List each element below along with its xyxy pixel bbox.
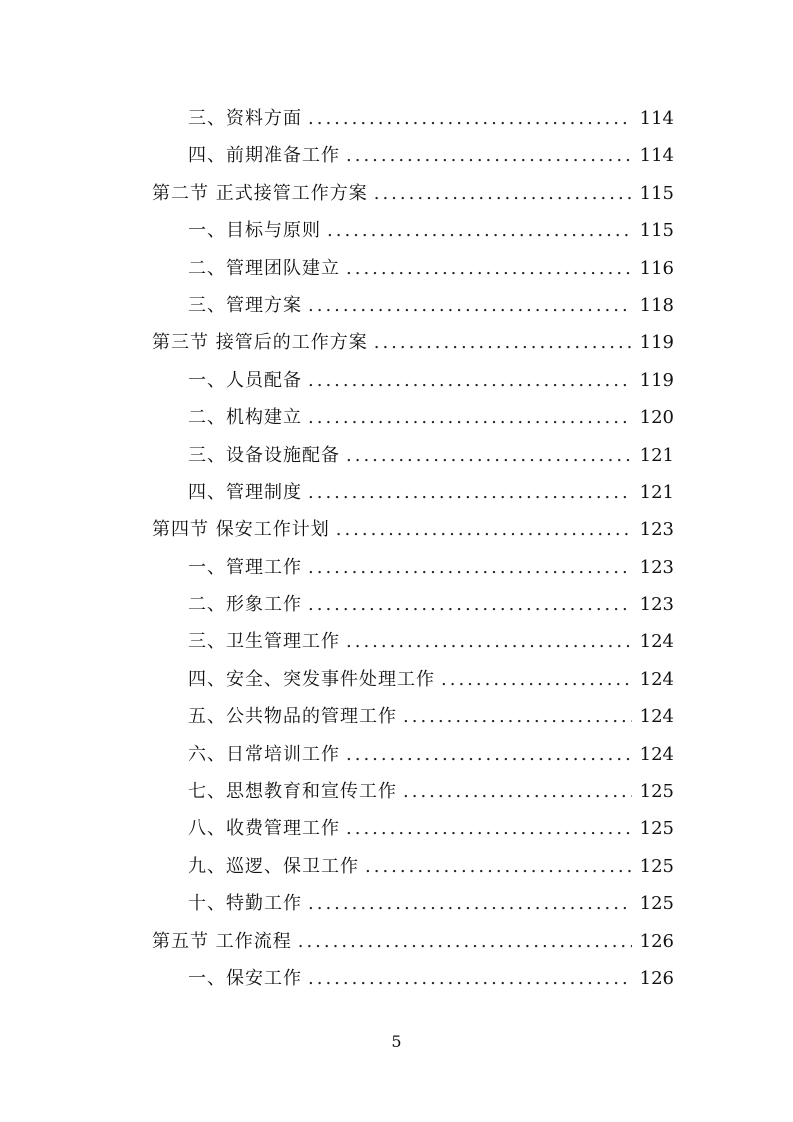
toc-entry-title: 三、设备设施配备 bbox=[188, 444, 340, 466]
toc-entry-title: 三、管理方案 bbox=[188, 294, 302, 316]
toc-entry-title: 第三节 接管后的工作方案 bbox=[152, 332, 368, 354]
toc-entry-title: 第四节 保安工作计划 bbox=[152, 519, 330, 541]
toc-dot-leader bbox=[346, 623, 632, 660]
toc-entry-page: 123 bbox=[639, 519, 674, 541]
toc-entry-page: 125 bbox=[639, 893, 674, 915]
toc-entry-title: 五、公共物品的管理工作 bbox=[188, 706, 397, 728]
toc-subsection-entry[interactable] bbox=[152, 437, 674, 474]
toc-entry-page: 123 bbox=[639, 556, 674, 578]
toc-dot-leader bbox=[308, 287, 632, 324]
toc-entry-title: 四、前期准备工作 bbox=[188, 145, 340, 167]
toc-subsection-entry[interactable] bbox=[152, 287, 674, 324]
toc-subsection-entry[interactable] bbox=[152, 137, 674, 174]
toc-dot-leader bbox=[374, 324, 632, 361]
toc-dot-leader bbox=[374, 175, 632, 212]
toc-entry-page: 114 bbox=[639, 108, 674, 129]
toc-dot-leader bbox=[346, 810, 632, 847]
toc-entry-page: 121 bbox=[639, 444, 674, 466]
toc-subsection-entry[interactable] bbox=[152, 362, 674, 399]
toc-entry-title: 二、形象工作 bbox=[188, 594, 302, 616]
toc-section-entry[interactable] bbox=[152, 511, 674, 548]
toc-entry-page: 114 bbox=[639, 145, 674, 167]
toc-subsection-entry[interactable] bbox=[152, 698, 674, 735]
toc-entry-title: 一、人员配备 bbox=[188, 369, 302, 391]
toc-entry-page: 125 bbox=[639, 781, 674, 803]
toc-entry-title: 二、管理团队建立 bbox=[188, 257, 340, 279]
toc-subsection-entry[interactable] bbox=[152, 549, 674, 586]
toc-section-entry[interactable] bbox=[152, 175, 674, 212]
toc-entry-title: 第二节 正式接管工作方案 bbox=[152, 182, 368, 204]
toc-entry-title: 一、管理工作 bbox=[188, 556, 302, 578]
toc-entry-page: 115 bbox=[639, 182, 674, 204]
toc-dot-leader bbox=[308, 474, 632, 511]
toc-dot-leader bbox=[346, 437, 632, 474]
toc-entry-page: 125 bbox=[639, 818, 674, 840]
toc-entry-page: 123 bbox=[639, 594, 674, 616]
toc-entry-page: 118 bbox=[639, 294, 674, 316]
toc-entry-page: 121 bbox=[639, 481, 674, 503]
toc-subsection-entry[interactable] bbox=[152, 100, 674, 137]
toc-entry-title: 六、日常培训工作 bbox=[188, 743, 340, 765]
toc-dot-leader bbox=[308, 399, 632, 436]
toc-subsection-entry[interactable] bbox=[152, 810, 674, 847]
toc-subsection-entry[interactable] bbox=[152, 885, 674, 922]
toc-entry-page: 126 bbox=[639, 967, 674, 989]
toc-dot-leader bbox=[308, 100, 632, 137]
toc-entry-title: 七、思想教育和宣传工作 bbox=[188, 781, 397, 803]
toc-dot-leader bbox=[308, 885, 632, 922]
toc-entry-page: 116 bbox=[639, 257, 674, 279]
toc-entry-page: 125 bbox=[639, 855, 674, 877]
toc-subsection-entry[interactable] bbox=[152, 661, 674, 698]
toc-dot-leader bbox=[336, 511, 632, 548]
toc-subsection-entry[interactable] bbox=[152, 399, 674, 436]
toc-dot-leader bbox=[346, 736, 632, 773]
toc-entry-title: 三、资料方面 bbox=[188, 108, 302, 129]
toc-subsection-entry[interactable] bbox=[152, 960, 674, 997]
table-of-contents bbox=[152, 100, 674, 997]
toc-subsection-entry[interactable] bbox=[152, 736, 674, 773]
toc-dot-leader bbox=[298, 923, 632, 960]
toc-subsection-entry[interactable] bbox=[152, 623, 674, 660]
toc-dot-leader bbox=[346, 250, 632, 287]
toc-dot-leader bbox=[308, 586, 632, 623]
toc-entry-page: 124 bbox=[639, 631, 674, 653]
toc-entry-title: 一、目标与原则 bbox=[188, 220, 321, 242]
toc-entry-title: 一、保安工作 bbox=[188, 967, 302, 989]
toc-subsection-entry[interactable] bbox=[152, 586, 674, 623]
toc-entry-title: 第五节 工作流程 bbox=[152, 930, 292, 952]
toc-dot-leader bbox=[308, 362, 632, 399]
toc-entry-page: 124 bbox=[639, 668, 674, 690]
toc-section-entry[interactable] bbox=[152, 923, 674, 960]
toc-entry-title: 九、巡逻、保卫工作 bbox=[188, 855, 359, 877]
toc-entry-title: 二、机构建立 bbox=[188, 407, 302, 429]
toc-dot-leader bbox=[403, 773, 632, 810]
toc-dot-leader bbox=[308, 960, 632, 997]
toc-entry-title: 四、安全、突发事件处理工作 bbox=[188, 668, 435, 690]
toc-section-entry[interactable] bbox=[152, 324, 674, 361]
toc-subsection-entry[interactable] bbox=[152, 773, 674, 810]
toc-entry-page: 119 bbox=[639, 369, 674, 391]
toc-entry-page: 115 bbox=[639, 220, 674, 242]
toc-entry-title: 八、收费管理工作 bbox=[188, 818, 340, 840]
toc-entry-page: 119 bbox=[639, 332, 674, 354]
toc-subsection-entry[interactable] bbox=[152, 250, 674, 287]
toc-entry-title: 四、管理制度 bbox=[188, 481, 302, 503]
toc-dot-leader bbox=[365, 848, 632, 885]
page-number: 5 bbox=[391, 1032, 402, 1051]
toc-entry-page: 126 bbox=[639, 930, 674, 952]
toc-entry-page: 120 bbox=[639, 407, 674, 429]
toc-dot-leader bbox=[327, 212, 632, 249]
toc-dot-leader bbox=[308, 549, 632, 586]
toc-subsection-entry[interactable] bbox=[152, 848, 674, 885]
toc-dot-leader bbox=[403, 698, 632, 735]
toc-dot-leader bbox=[346, 137, 632, 174]
toc-entry-title: 三、卫生管理工作 bbox=[188, 631, 340, 653]
toc-entry-page: 124 bbox=[639, 706, 674, 728]
toc-entry-title: 十、特勤工作 bbox=[188, 893, 302, 915]
toc-subsection-entry[interactable] bbox=[152, 474, 674, 511]
toc-dot-leader bbox=[441, 661, 632, 698]
toc-subsection-entry[interactable] bbox=[152, 212, 674, 249]
toc-entry-page: 124 bbox=[639, 743, 674, 765]
